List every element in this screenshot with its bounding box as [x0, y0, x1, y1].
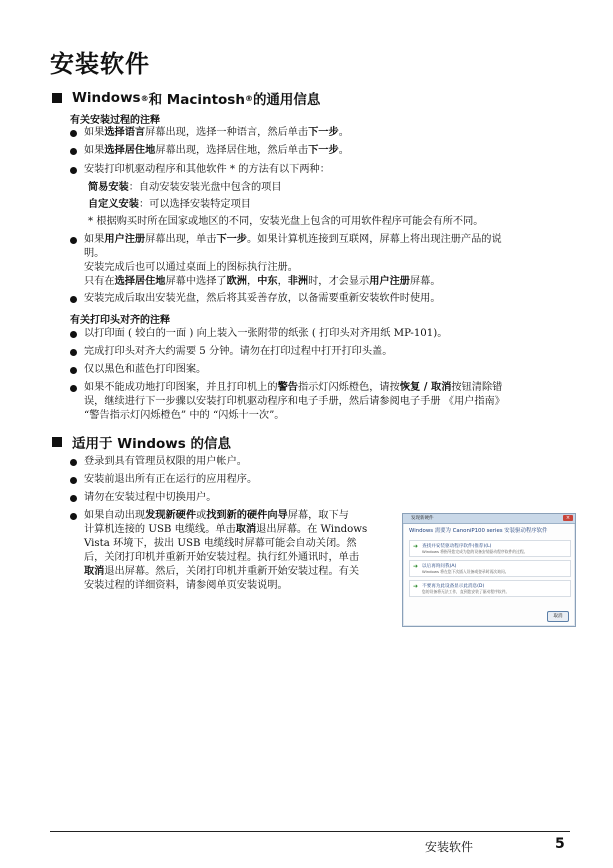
bullet-icon [70, 237, 77, 244]
note-close-apps: 安装前退出所有正在运行的应用程序。 [84, 474, 258, 485]
sec1-title-c: 的通用信息 [252, 92, 321, 108]
note-new-hardware-l4: 后，关闭打印机并重新开始安装过程。执行红外通讯时，单击 [84, 552, 360, 563]
note-user-registration-l2: 明。 [84, 248, 105, 259]
note-admin-login: 登录到具有管理员权限的用户帐户。 [84, 456, 247, 467]
note-alarm-l1: 如果不能成功地打印图案，并且打印机上的警告指示灯闪烁橙色，请按恢复 / 取消按钮清除错 [84, 382, 503, 393]
subheading-install-notes: 有关安装过程的注释 [70, 115, 160, 126]
dialog-title: 发现新硬件 [411, 516, 434, 521]
note-user-registration-l3: 安装完成后也可以通过桌面上的图标执行注册。 [84, 262, 298, 273]
bullet-icon [70, 477, 77, 484]
note-new-hardware-l3: Vista 环境下，拔出 USB 电缆线时屏幕可能会自动关闭。然 [84, 538, 357, 549]
dialog-option-find-install[interactable]: ➜ 查找并安装驱动程序软件(推荐)(L) Windows 将指导您完成为您的设备安装驱动程序软件的过程。 [409, 540, 571, 557]
dialog-heading: Windows 需要为 CanoniP100 series 安装驱动程序软件 [409, 528, 548, 534]
bullet-icon [70, 148, 77, 155]
note-select-region: 如果选择居住地屏幕出现，选择居住地，然后单击下一步。 [84, 145, 349, 156]
section-heading-common [52, 88, 320, 108]
bullet-icon [70, 349, 77, 356]
bullet-icon [70, 367, 77, 374]
note-pattern-colors: 仅以黑色和蓝色打印图案。 [84, 364, 207, 375]
bullet-icon [70, 513, 77, 520]
custom-install-line: 自定义安装：可以选择安装特定项目 [88, 199, 251, 210]
note-alignment-time: 完成打印头对齐大约需要 5 分钟。请勿在打印过程中打开打印头盖。 [84, 346, 393, 357]
note-user-registration-l4: 只有在选择居住地屏幕中选择了欧洲，中东，非洲时，才会显示用户注册屏幕。 [84, 276, 441, 287]
arrow-right-icon: ➜ [413, 563, 419, 570]
dialog-option-dont-show[interactable]: ➜ 不要再为此设备显示此消息(D) 您的设备将无法工作，直到您安装了驱动程序软件。 [409, 580, 571, 597]
arrow-right-icon: ➜ [413, 583, 419, 590]
note-alarm-l3: “警告指示灯闪烁橙色” 中的 “闪烁十一次”。 [84, 410, 285, 421]
square-bullet-icon [52, 437, 62, 447]
footer-section-name: 安装软件 [425, 840, 474, 854]
dialog-titlebar [403, 514, 575, 524]
bullet-icon [70, 459, 77, 466]
page-title: 安装软件 [50, 50, 150, 78]
note-no-user-switch: 请勿在安装过程中切换用户。 [84, 492, 217, 503]
registered-mark: ® [140, 93, 149, 103]
bullet-icon [70, 167, 77, 174]
arrow-right-icon: ➜ [413, 543, 419, 550]
note-new-hardware-l1: 如果自动出现发现新硬件或找到新的硬件向导屏幕，取下与 [84, 510, 349, 521]
section-heading-windows: 适用于 Windows 的信息 [52, 432, 231, 452]
note-load-paper: 以打印面 ( 较白的一面 ) 向上装入一张附带的纸张 ( 打印头对齐用纸 MP-101)。 [84, 328, 448, 339]
note-store-disc: 安装完成后取出安装光盘，然后将其妥善存放，以备需要重新安装软件时使用。 [84, 293, 441, 304]
footnote-software-varies: * 根据购买时所在国家或地区的不同，安装光盘上包含的可用软件程序可能会有所不同。 [88, 216, 484, 227]
note-new-hardware-l5: 取消退出屏幕。然后，关闭打印机并重新开始安装过程。有关 [84, 566, 360, 577]
note-new-hardware-l2: 计算机连接的 USB 电缆线。单击取消退出屏幕。在 Windows [84, 524, 368, 535]
found-new-hardware-dialog [402, 513, 576, 627]
bullet-icon [70, 296, 77, 303]
dialog-cancel-button[interactable]: 取消 [547, 611, 569, 622]
easy-install-line: 简易安装：自动安装安装光盘中包含的项目 [88, 182, 282, 193]
bullet-icon [70, 331, 77, 338]
footer-divider [50, 831, 570, 832]
note-select-language: 如果选择语言屏幕出现，选择一种语言，然后单击下一步。 [84, 127, 349, 138]
note-new-hardware-l6: 安装过程的详细资料，请参阅单页安装说明。 [84, 580, 288, 591]
page-number: 5 [555, 836, 565, 852]
bullet-icon [70, 495, 77, 502]
sec1-title-a: Windows [72, 90, 141, 106]
bullet-icon [70, 385, 77, 392]
square-bullet-icon [52, 93, 62, 103]
sec1-title-b: 和 Macintosh [148, 92, 245, 108]
bullet-icon [70, 130, 77, 137]
note-install-methods: 安装打印机驱动程序和其他软件 * 的方法有以下两种： [84, 164, 330, 175]
note-user-registration-l1: 如果用户注册屏幕出现，单击下一步。如果计算机连接到互联网，屏幕上将出现注册产品的说 [84, 234, 502, 245]
subheading-alignment-notes: 有关打印头对齐的注释 [70, 315, 170, 326]
dialog-option-ask-later[interactable]: ➜ 以后再询问我(A) Windows 将在您下次插入设备或登录时再次询问。 [409, 560, 571, 577]
note-alarm-l2: 误，继续进行下一步骤以安装打印机驱动程序和电子手册，然后请参阅电子手册 《用户指南》 [84, 396, 505, 407]
close-icon[interactable]: × [563, 515, 573, 521]
registered-mark: ® [244, 93, 253, 103]
